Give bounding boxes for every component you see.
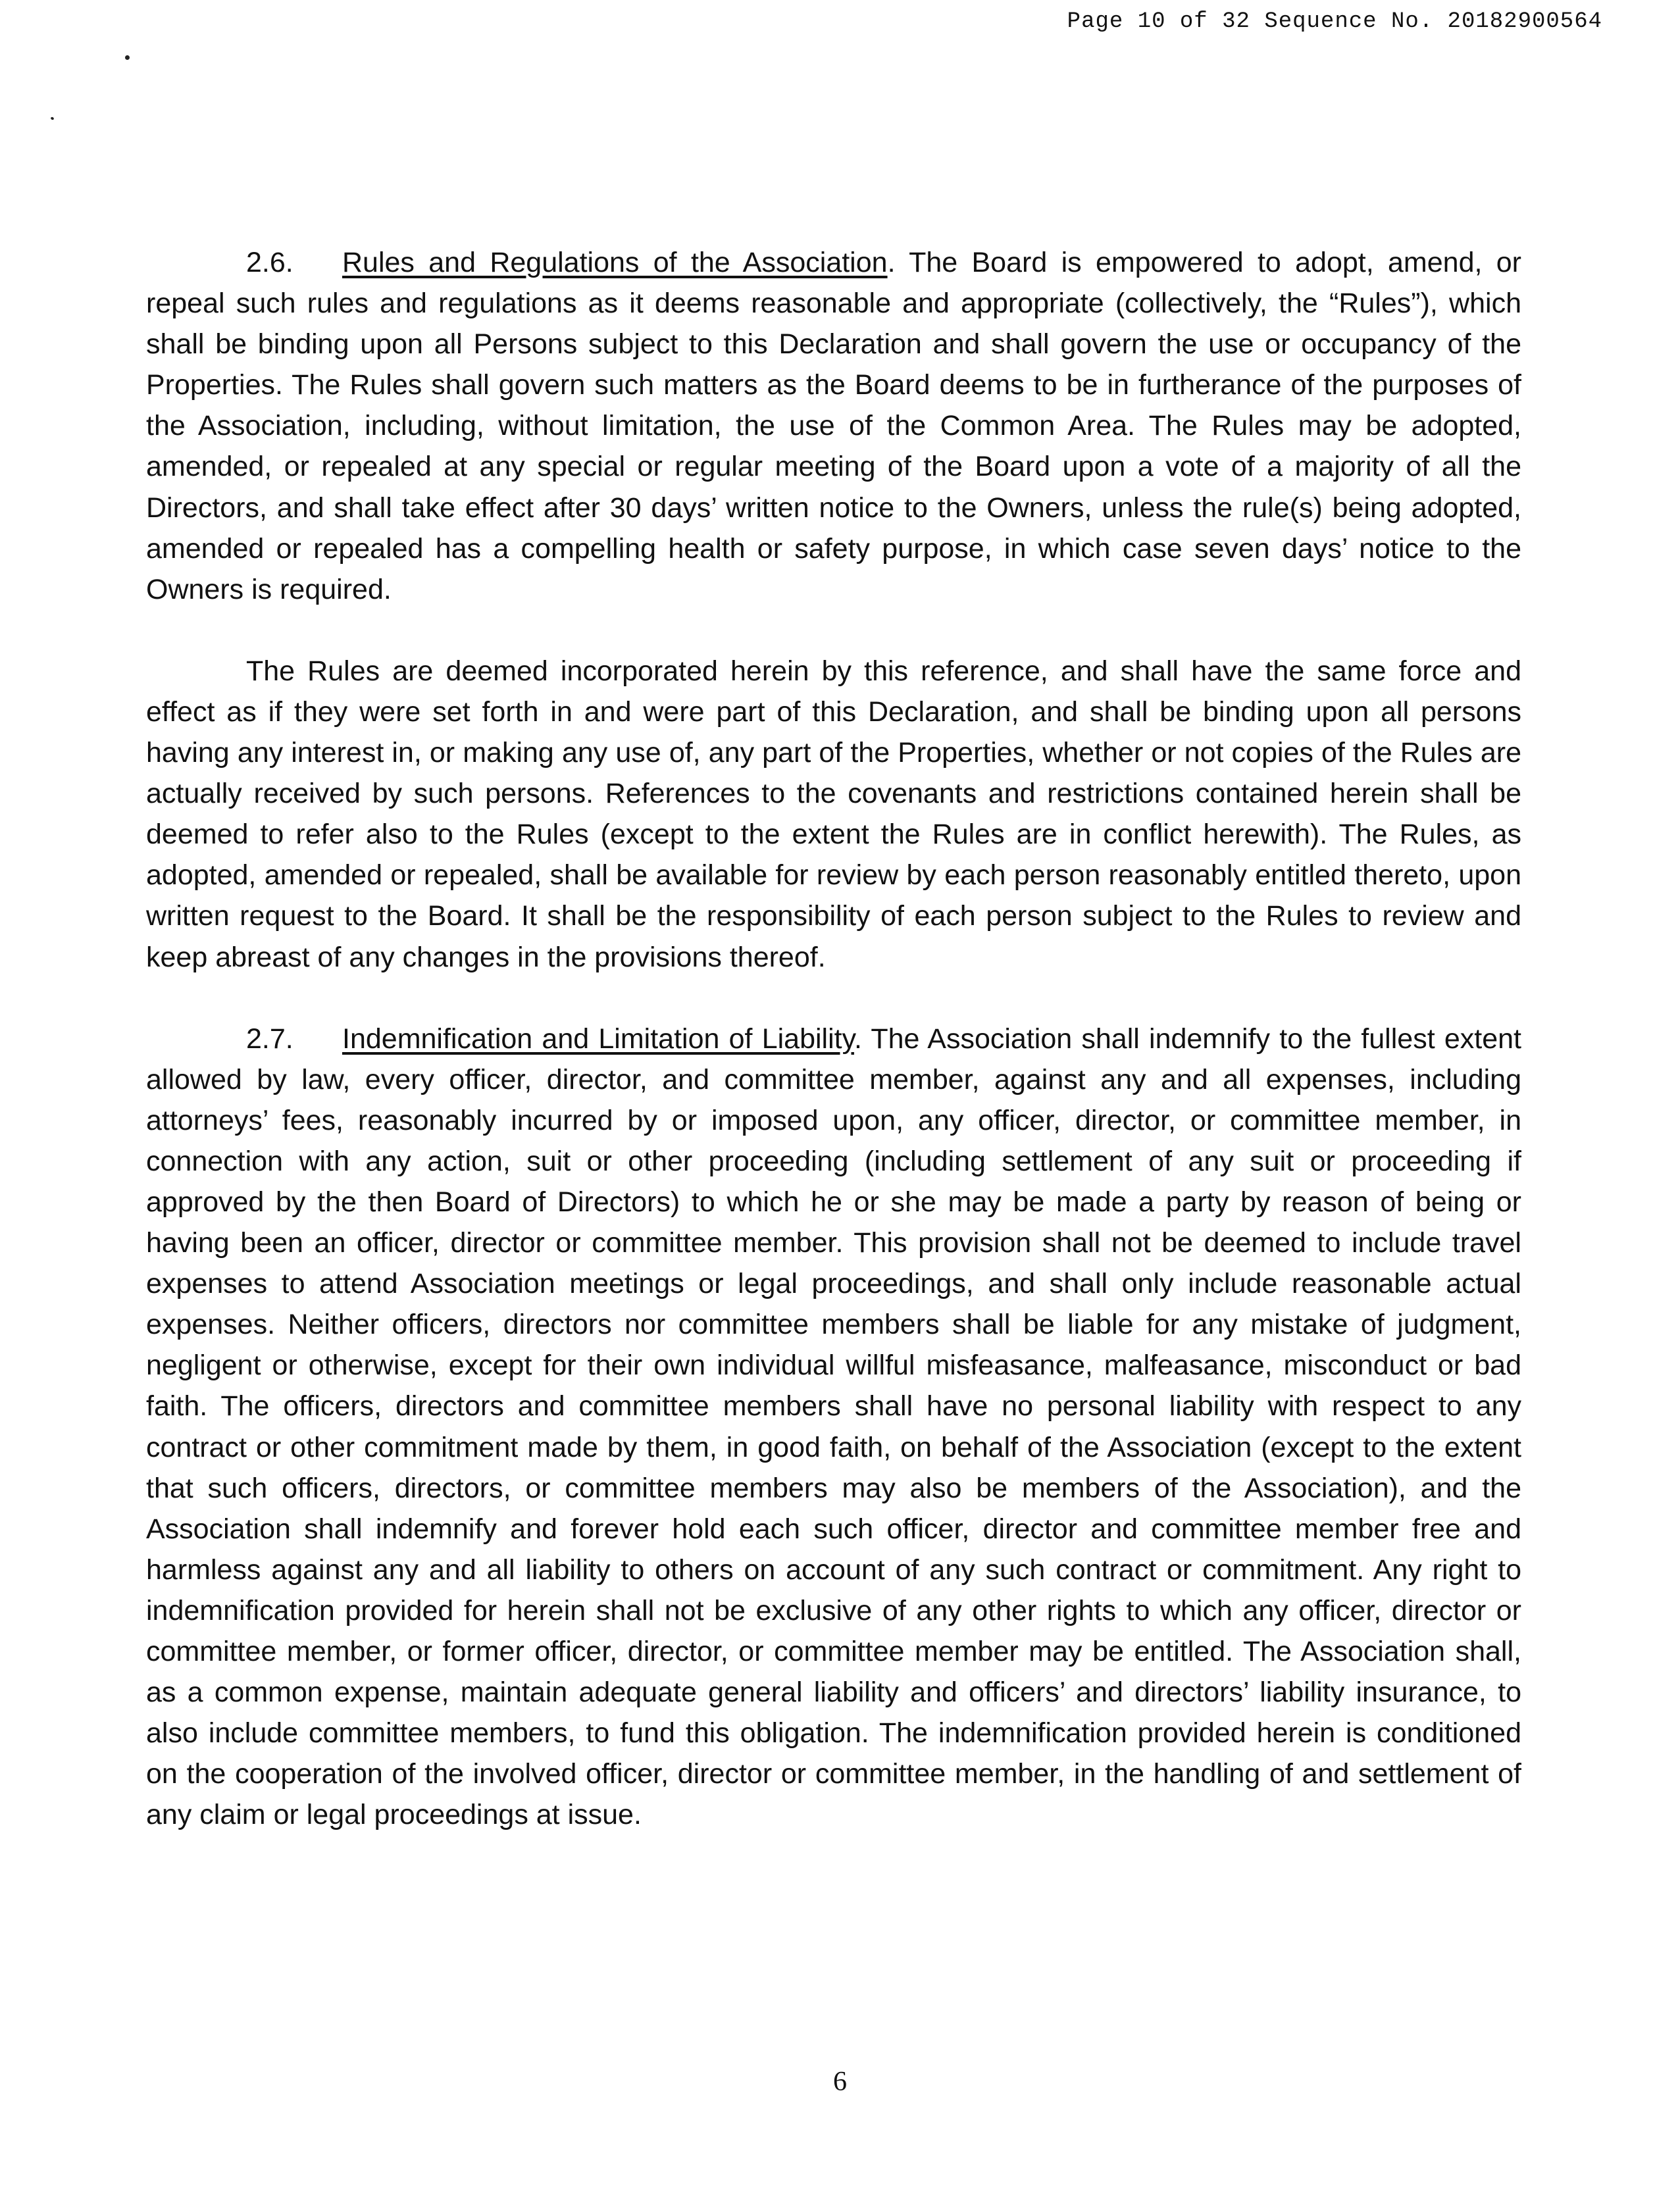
page-sequence-stamp: Page 10 of 32 Sequence No. 20182900564 xyxy=(1067,9,1602,34)
section-2-6-continuation-paragraph: The Rules are deemed incorporated herein by this reference, and shall have the same force and effect as if they were set forth in and were part of this Declaration, and shall be binding upon all persons having any interest in, or making any use of, any part of the Properties, whether or not copies of the Rules are actually received by such persons. References to the covenants and restrictions contained herein shall be deemed to refer also to the Rules (except to the extent the Rules are in conflict herewith). The Rules, as adopted, amended or repealed, shall be available for review by each person reasonably entitled thereto, upon written request to the Board. It shall be the responsibility of each person subject to the Rules to review and keep abreast of any changes in the provisions thereof. xyxy=(146,655,1521,973)
section-2-6-paragraph xyxy=(146,242,1521,610)
section-body: . The Board is empowered to adopt, amend, or repeal such rules and regulations as it deems reasonable and appropriate (collectively, the “Rules”), which shall be binding upon all Persons subject to this Declaration and shall govern the use or occupancy of the Properties. The Rules shall govern such matters as the Board deems to be in furtherance of the purposes of the Association, including, without limitation, the use of the Common Area. The Rules may be adopted, amended, or repealed at any special or regular meeting of the Board upon a vote of a majority of all the Directors, and shall take effect after 30 days’ written notice to the Owners, unless the rule(s) being adopted, amended or repealed has a compelling health or safety purpose, in which case seven days’ notice to the Owners is required. xyxy=(146,247,1522,605)
section-body: . The Association shall indemnify to the fullest extent allowed by law, every officer, director, and committee member, against any and all expenses, including attorneys’ fees, reasonably incurred by or imposed upon, any officer, director, or committee member, in connection with any action, suit or other proceeding (including settlement of any suit or proceeding if approved by the then Board of Directors) to which he or she may be made a party by reason of being or having been an officer, director or committee member. This provision shall not be deemed to include travel expenses to attend Association meetings or legal proceedings, and shall only include reasonable actual expenses. Neither officers, directors nor committee members shall be liable for any mistake of judgment, negligent or otherwise, except for their own individual willful misfeasance, malfeasance, misconduct or bad faith. The officers, directors and committee members shall have no personal liability with respect to any contract or other commitment made by them, in good faith, on behalf of the Association (except to the extent that such officers, directors, or committee members may also be members of the Association), and the Association shall indemnify and forever hold each such officer, director and committee member free and harmless against any and all liability to others on account of any such contract or commitment. Any right to indemnification provided for herein shall not be exclusive of any other rights to which any officer, director or committee member, or former officer, director, or committee member may be entitled. The Association shall, as a common expense, maintain adequate general liability and officers’ and directors’ liability insurance, to also include committee members, to fund this obligation. The indemnification provided herein is conditioned on the cooperation of the involved officer, director or committee member, in the handling of and settlement of any claim or legal proceedings at issue. xyxy=(146,1022,1522,1831)
section-number: 2.7. xyxy=(246,1022,293,1055)
document-body xyxy=(146,242,1521,1876)
scan-speck xyxy=(50,116,54,120)
section-2-7-paragraph xyxy=(146,1019,1521,1836)
scan-speck xyxy=(125,55,130,60)
section-title: Rules and Regulations of the Association xyxy=(342,247,888,278)
section-number: 2.6. xyxy=(246,247,293,278)
section-title: Indemnification and Limitation of Liability xyxy=(342,1022,854,1055)
page-number: 6 xyxy=(833,2067,847,2097)
